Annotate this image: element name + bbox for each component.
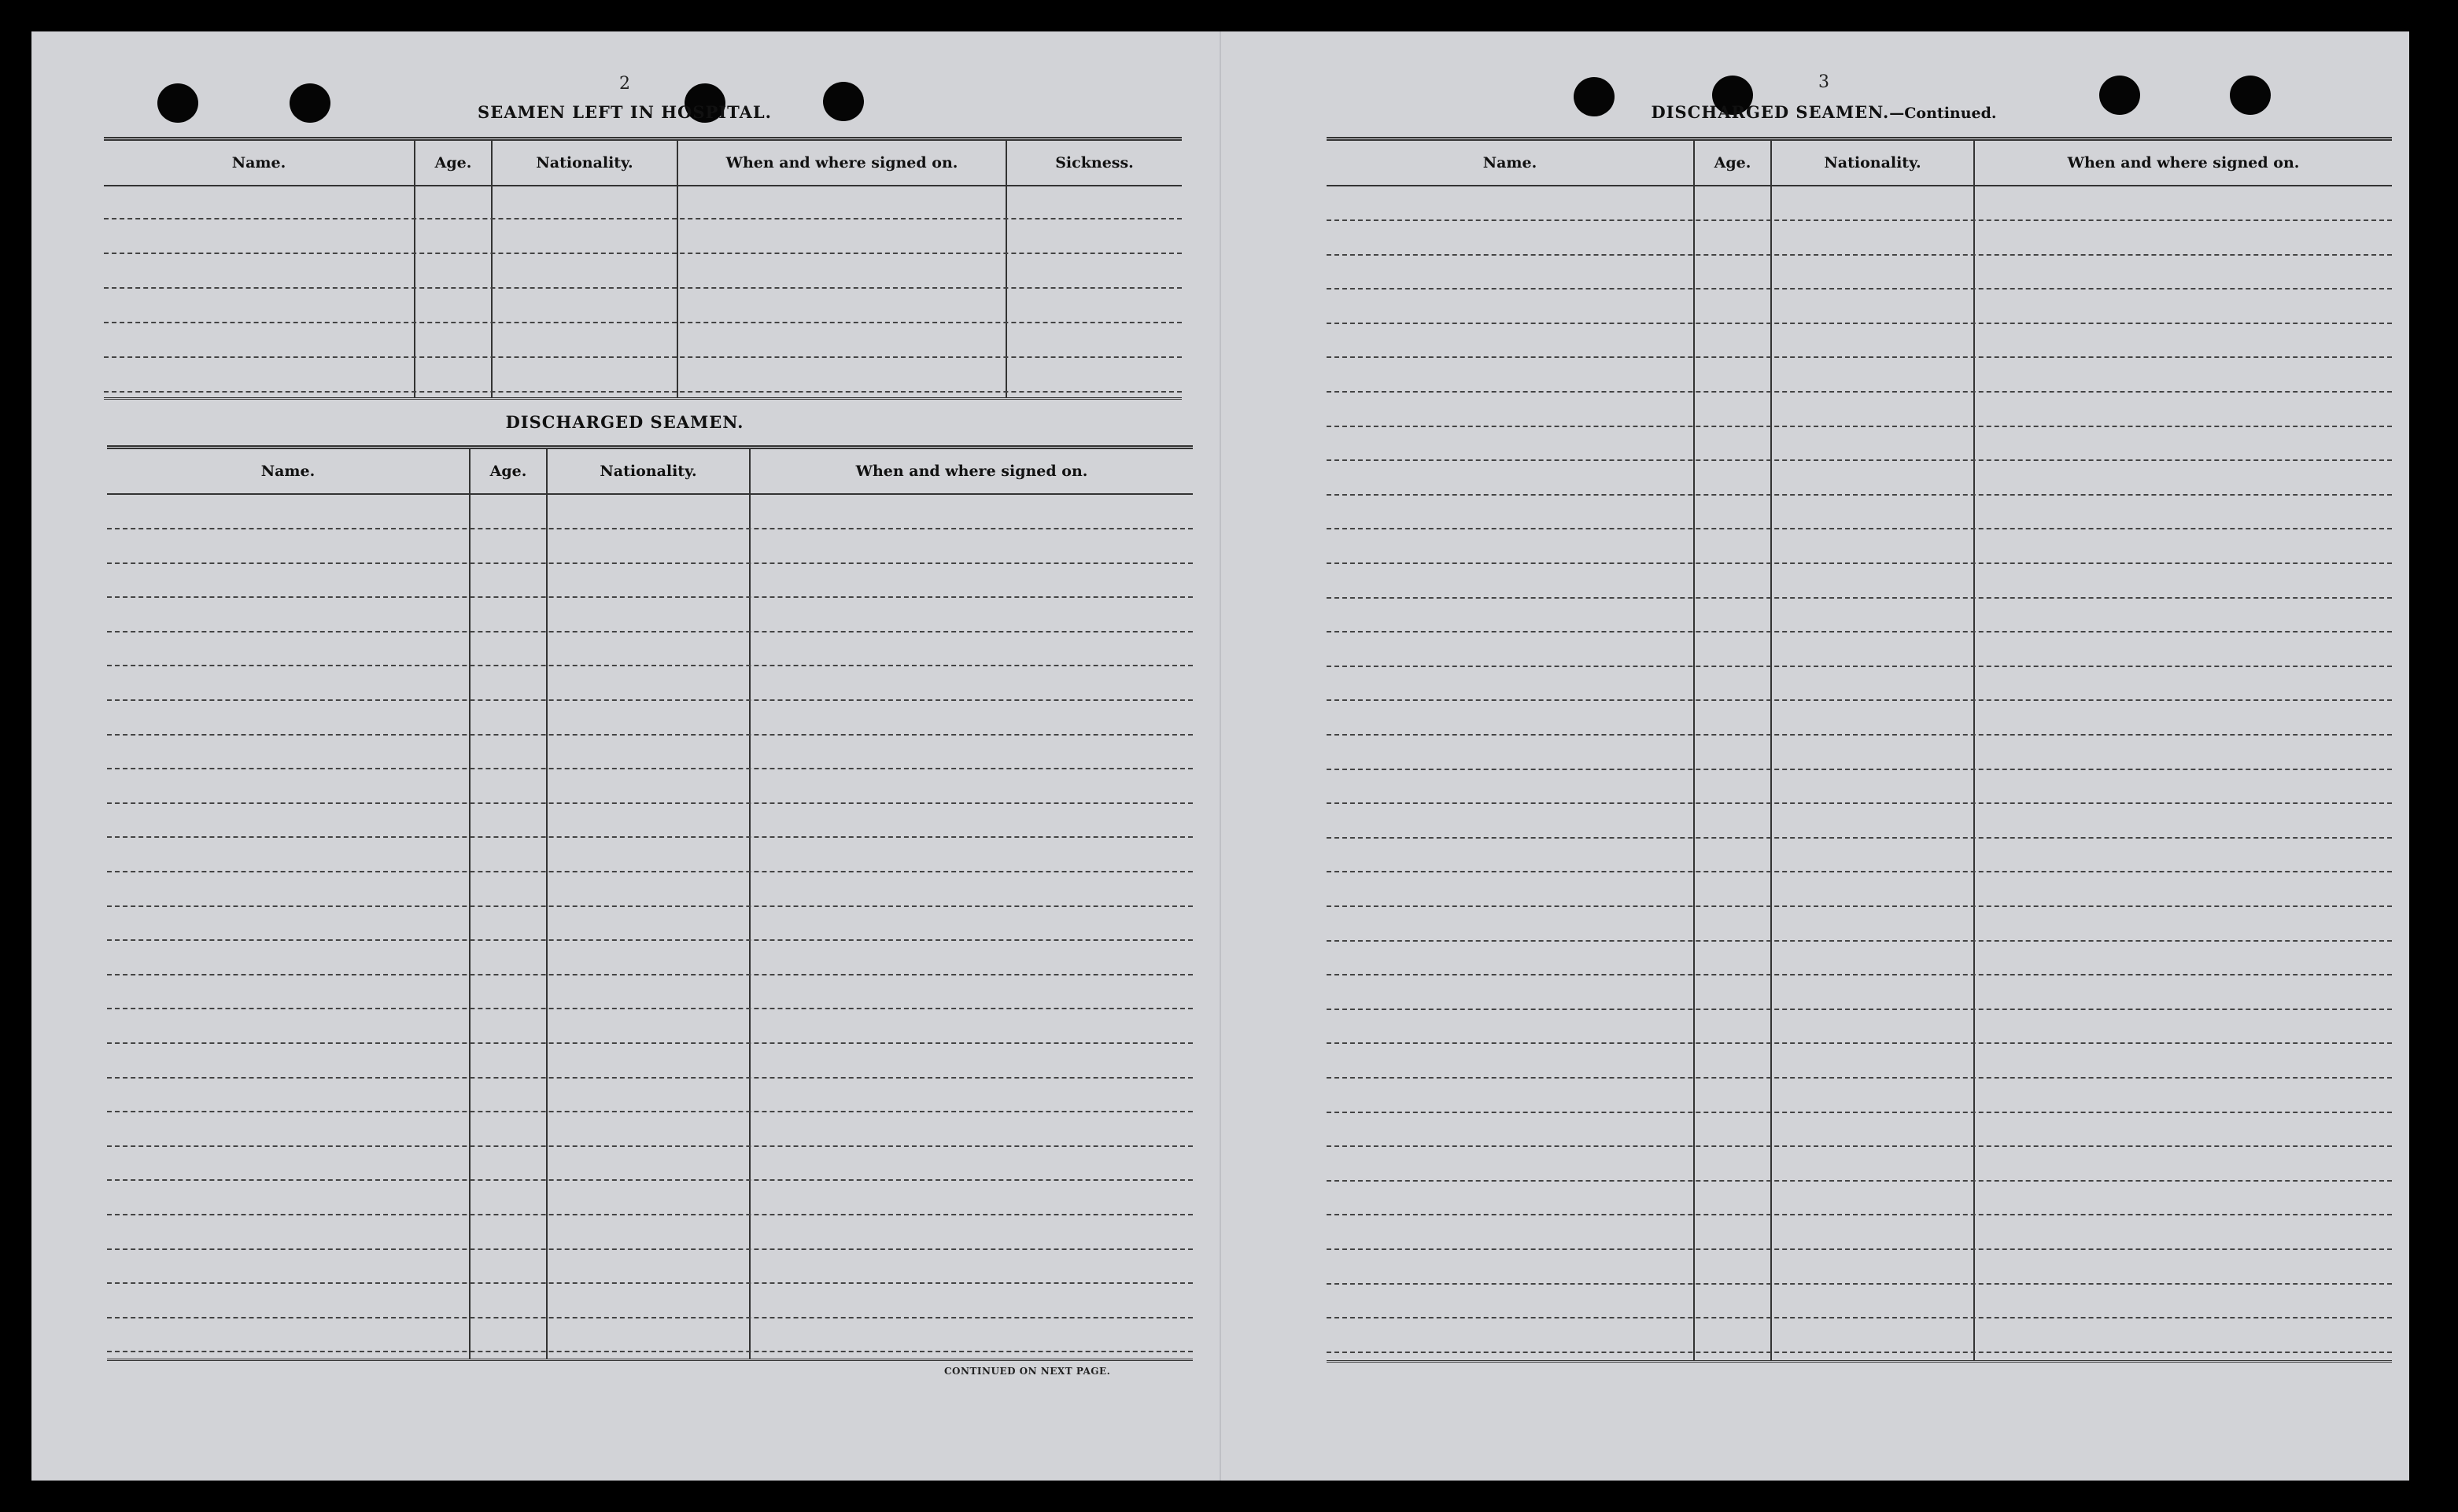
column-header-nationality: Nationality. (536, 154, 633, 171)
column-header-age: Age. (489, 463, 527, 480)
punch-hole (1574, 77, 1615, 116)
table-row (1327, 288, 2392, 289)
table-row (107, 1145, 1193, 1147)
table-row (107, 974, 1193, 975)
table-row (107, 1111, 1193, 1112)
column-header-nationality: Nationality. (600, 463, 697, 480)
table-row (107, 596, 1193, 598)
table-row (1327, 1248, 2392, 1250)
table-row (1327, 459, 2392, 461)
table-row (1327, 1283, 2392, 1285)
table-row (1327, 1352, 2392, 1353)
table-row (107, 699, 1193, 701)
table-row (104, 322, 1182, 323)
table-row (107, 1008, 1193, 1009)
table-row (107, 768, 1193, 769)
discharged-table (107, 445, 1193, 1361)
table-row (1327, 1009, 2392, 1010)
table-row (1327, 666, 2392, 667)
column-header-age: Age. (434, 154, 472, 171)
discharged-section-title: DISCHARGED SEAMEN. (505, 412, 744, 432)
table-row (107, 528, 1193, 529)
column-divider (749, 449, 751, 1359)
discharged-continued-table (1327, 137, 2392, 1363)
table-row (1327, 905, 2392, 907)
ledger-sheet (31, 31, 2409, 1481)
table-row (104, 356, 1182, 358)
table-row (107, 665, 1193, 666)
page-number: 3 (1818, 72, 1829, 92)
table-row (1327, 323, 2392, 324)
table-row (1327, 528, 2392, 529)
column-header-name: Name. (231, 154, 286, 171)
table-row (1327, 562, 2392, 564)
table-row (107, 905, 1193, 907)
column-divider (677, 141, 678, 397)
table-row (1327, 356, 2392, 358)
table-row (107, 1351, 1193, 1352)
column-header-signed-on: When and where signed on. (2067, 154, 2300, 171)
table-row (107, 1179, 1193, 1181)
table-row (104, 253, 1182, 254)
section-title-main: DISCHARGED SEAMEN. (1651, 102, 1890, 122)
table-row (1327, 769, 2392, 770)
table-row (1327, 1042, 2392, 1044)
table-row (104, 391, 1182, 393)
table-row (107, 836, 1193, 838)
table-row (1327, 837, 2392, 839)
table-row (107, 631, 1193, 632)
column-header-signed-on: When and where signed on. (855, 463, 1088, 480)
table-row (107, 1042, 1193, 1044)
hospital-table (104, 137, 1182, 400)
table-row (1327, 974, 2392, 975)
left-page (31, 31, 1220, 1481)
table-row (1327, 802, 2392, 804)
discharged-table-header (107, 449, 1193, 495)
page-number: 2 (619, 74, 630, 94)
table-row (1327, 494, 2392, 496)
column-header-name: Name. (260, 463, 316, 480)
column-divider (469, 449, 471, 1359)
table-row (1327, 1317, 2392, 1318)
discharged-continued-title (1651, 102, 1996, 122)
table-row (1327, 631, 2392, 632)
table-row (1327, 1112, 2392, 1113)
table-row (1327, 391, 2392, 393)
table-row (1327, 871, 2392, 872)
hospital-table-header (104, 141, 1182, 186)
table-row (107, 1077, 1193, 1079)
table-row (1327, 1180, 2392, 1182)
table-row (107, 871, 1193, 872)
column-header-nationality: Nationality. (1824, 154, 1921, 171)
table-row (107, 1317, 1193, 1318)
table-row (107, 939, 1193, 941)
table-row (107, 562, 1193, 564)
table-row (107, 802, 1193, 804)
table-row (1327, 699, 2392, 701)
punch-hole (2230, 76, 2271, 115)
punch-hole (157, 83, 198, 123)
discharged-continued-header (1327, 141, 2392, 186)
table-row (104, 287, 1182, 289)
column-divider (491, 141, 493, 397)
table-row (1327, 597, 2392, 599)
table-row (1327, 254, 2392, 256)
hospital-section-title: SEAMEN LEFT IN HOSPITAL. (478, 102, 772, 122)
punch-hole (823, 82, 864, 121)
right-page (1220, 31, 2409, 1481)
punch-hole (290, 83, 330, 123)
section-title-suffix: —Continued. (1889, 105, 1997, 122)
table-row (107, 1248, 1193, 1250)
column-header-signed-on: When and where signed on. (725, 154, 958, 171)
table-row (1327, 940, 2392, 942)
column-header-sickness: Sickness. (1055, 154, 1134, 171)
table-row (107, 1282, 1193, 1284)
column-divider (414, 141, 415, 397)
continued-note: CONTINUED ON NEXT PAGE. (944, 1366, 1111, 1377)
table-row (107, 1214, 1193, 1215)
column-header-name: Name. (1482, 154, 1537, 171)
table-row (1327, 1077, 2392, 1079)
column-divider (1006, 141, 1007, 397)
table-row (1327, 734, 2392, 736)
punch-hole (2099, 76, 2140, 115)
table-row (1327, 219, 2392, 221)
table-row (1327, 1214, 2392, 1215)
table-row (1327, 426, 2392, 427)
column-divider (546, 449, 548, 1359)
table-row (104, 218, 1182, 219)
table-row (1327, 1145, 2392, 1147)
column-header-age: Age. (1714, 154, 1751, 171)
table-row (107, 734, 1193, 736)
